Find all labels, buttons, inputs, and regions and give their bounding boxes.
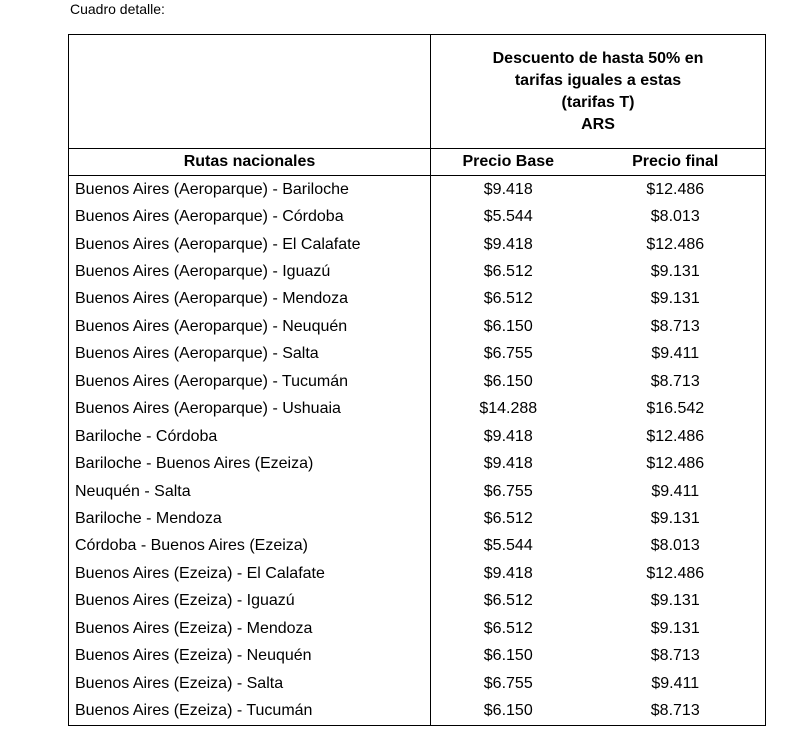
final-price-cell: $8.713 xyxy=(586,697,766,725)
table-row xyxy=(69,176,766,204)
table-row xyxy=(69,478,766,505)
route-cell: Bariloche - Córdoba xyxy=(69,423,431,450)
base-price-cell: $6.512 xyxy=(431,615,586,642)
column-header-final-price: Precio final xyxy=(586,149,766,176)
base-price-cell: $6.150 xyxy=(431,697,586,725)
table-row xyxy=(69,615,766,642)
route-cell: Bariloche - Buenos Aires (Ezeiza) xyxy=(69,450,431,477)
final-price-cell: $8.013 xyxy=(586,533,766,560)
table-row xyxy=(69,642,766,669)
route-cell: Buenos Aires (Aeroparque) - Salta xyxy=(69,341,431,368)
table-row xyxy=(69,203,766,230)
route-cell: Buenos Aires (Aeroparque) - Mendoza xyxy=(69,286,431,313)
route-cell: Buenos Aires (Aeroparque) - El Calafate xyxy=(69,231,431,258)
caption: Cuadro detalle: xyxy=(70,1,165,17)
base-price-cell: $9.418 xyxy=(431,231,586,258)
table-row xyxy=(69,231,766,258)
table-row xyxy=(69,533,766,560)
base-price-cell: $6.150 xyxy=(431,642,586,669)
table-row xyxy=(69,313,766,340)
final-price-cell: $8.713 xyxy=(586,368,766,395)
table-row xyxy=(69,560,766,587)
discount-title-line: (tarifas T) xyxy=(561,93,635,111)
base-price-cell: $6.512 xyxy=(431,286,586,313)
route-cell: Buenos Aires (Aeroparque) - Bariloche xyxy=(69,176,431,204)
table-row xyxy=(69,697,766,725)
empty-header-cell xyxy=(69,35,431,149)
column-header-route: Rutas nacionales xyxy=(69,149,431,176)
table-row xyxy=(69,341,766,368)
final-price-cell: $9.411 xyxy=(586,341,766,368)
final-price-cell: $8.013 xyxy=(586,203,766,230)
table-row xyxy=(69,670,766,697)
table-row xyxy=(69,286,766,313)
route-cell: Buenos Aires (Aeroparque) - Tucumán xyxy=(69,368,431,395)
table-row xyxy=(69,396,766,423)
base-price-cell: $9.418 xyxy=(431,450,586,477)
final-price-cell: $8.713 xyxy=(586,642,766,669)
final-price-cell: $9.131 xyxy=(586,505,766,532)
route-cell: Buenos Aires (Ezeiza) - Neuquén xyxy=(69,642,431,669)
final-price-cell: $8.713 xyxy=(586,313,766,340)
route-cell: Buenos Aires (Ezeiza) - El Calafate xyxy=(69,560,431,587)
discount-title xyxy=(431,44,765,140)
route-cell: Buenos Aires (Ezeiza) - Salta xyxy=(69,670,431,697)
base-price-cell: $9.418 xyxy=(431,560,586,587)
route-cell: Buenos Aires (Aeroparque) - Iguazú xyxy=(69,258,431,285)
base-price-cell: $6.755 xyxy=(431,341,586,368)
route-cell: Buenos Aires (Aeroparque) - Neuquén xyxy=(69,313,431,340)
route-cell: Bariloche - Mendoza xyxy=(69,505,431,532)
table-row xyxy=(69,505,766,532)
final-price-cell: $12.486 xyxy=(586,450,766,477)
base-price-cell: $6.512 xyxy=(431,505,586,532)
final-price-cell: $12.486 xyxy=(586,176,766,204)
base-price-cell: $6.150 xyxy=(431,368,586,395)
final-price-cell: $16.542 xyxy=(586,396,766,423)
column-header-row xyxy=(69,149,766,176)
route-cell: Córdoba - Buenos Aires (Ezeiza) xyxy=(69,533,431,560)
table-row xyxy=(69,258,766,285)
final-price-cell: $12.486 xyxy=(586,231,766,258)
route-cell: Buenos Aires (Ezeiza) - Mendoza xyxy=(69,615,431,642)
discount-title-line: tarifas iguales a estas xyxy=(514,71,682,89)
final-price-cell: $9.131 xyxy=(586,258,766,285)
base-price-cell: $6.755 xyxy=(431,478,586,505)
table-row xyxy=(69,423,766,450)
table-row xyxy=(69,588,766,615)
column-header-base-price: Precio Base xyxy=(431,149,586,176)
final-price-cell: $12.486 xyxy=(586,423,766,450)
base-price-cell: $5.544 xyxy=(431,533,586,560)
route-cell: Buenos Aires (Ezeiza) - Tucumán xyxy=(69,697,431,725)
route-cell: Buenos Aires (Aeroparque) - Ushuaia xyxy=(69,396,431,423)
route-cell: Buenos Aires (Ezeiza) - Iguazú xyxy=(69,588,431,615)
route-cell: Neuquén - Salta xyxy=(69,478,431,505)
final-price-cell: $9.411 xyxy=(586,670,766,697)
discount-header-row xyxy=(69,35,766,149)
base-price-cell: $9.418 xyxy=(431,176,586,204)
final-price-cell: $9.411 xyxy=(586,478,766,505)
base-price-cell: $6.755 xyxy=(431,670,586,697)
fares-table xyxy=(68,34,766,726)
base-price-cell: $6.150 xyxy=(431,313,586,340)
base-price-cell: $6.512 xyxy=(431,588,586,615)
base-price-cell: $14.288 xyxy=(431,396,586,423)
base-price-cell: $6.512 xyxy=(431,258,586,285)
discount-header-cell xyxy=(431,35,766,149)
final-price-cell: $9.131 xyxy=(586,615,766,642)
final-price-cell: $9.131 xyxy=(586,286,766,313)
discount-title-line: Descuento de hasta 50% en xyxy=(492,49,704,67)
base-price-cell: $5.544 xyxy=(431,203,586,230)
discount-title-currency: ARS xyxy=(581,115,615,133)
table-row xyxy=(69,450,766,477)
table-row xyxy=(69,368,766,395)
route-cell: Buenos Aires (Aeroparque) - Córdoba xyxy=(69,203,431,230)
base-price-cell: $9.418 xyxy=(431,423,586,450)
final-price-cell: $12.486 xyxy=(586,560,766,587)
final-price-cell: $9.131 xyxy=(586,588,766,615)
